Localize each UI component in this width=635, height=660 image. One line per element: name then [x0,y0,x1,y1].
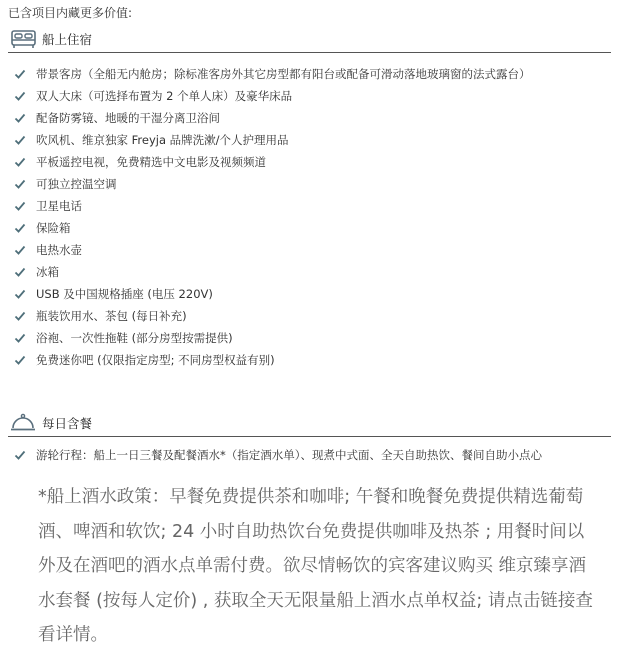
accommodation-header [8,28,611,53]
list-item-text: 可独立控温空调 [36,177,117,191]
list-item-text: 电热水壶 [36,243,82,257]
check-icon [14,222,26,234]
list-item-text: 带景客房（全船无内舱房；除标准客房外其它房型都有阳台或配备可滑动落地玻璃窗的法式露台） [36,67,531,81]
check-icon [14,178,26,190]
intro-text: 已含项目内藏更多价值: [8,6,133,20]
list-item [14,349,531,371]
list-item [14,305,531,327]
list-item-text: 吹风机、维京独家 Freyja 品牌洗漱/个人护理用品 [36,133,289,147]
list-item-text: 瓶装饮用水、茶包 (每日补充) [36,309,187,323]
list-item-text: USB 及中国规格插座 (电压 220V) [36,287,213,301]
list-item [14,129,531,151]
check-icon [14,90,26,102]
check-icon [14,200,26,212]
cloche-icon [10,412,38,434]
check-icon [14,112,26,124]
list-item [14,107,531,129]
beverage-policy-note: *船上酒水政策：早餐免费提供茶和咖啡; 午餐和晚餐免费提供精选葡萄酒、啤酒和软饮; 24 小时自助热饮台免费提供咖啡及热茶 ; 用餐时间以外及在酒吧的酒水点单需付费。欲尽情畅饮的宾客建议购买 维京臻享酒水套餐 (按每人定价) , 获取全天无限量船上酒水点单权益; 请点击链接查看详情。 [38,487,593,645]
check-icon [14,156,26,168]
list-item [14,283,531,305]
accommodation-title: 船上住宿 [42,32,93,47]
list-item [14,444,542,466]
meals-title: 每日含餐 [42,416,93,431]
bed-icon [10,28,38,50]
list-item [14,217,531,239]
list-item-text: 双人大床（可选择布置为 2 个单人床）及豪华床品 [36,89,293,103]
check-icon [14,288,26,300]
list-item-text: 浴袍、一次性拖鞋 (部分房型按需提供) [36,331,233,345]
check-icon [14,449,26,461]
list-item-text: 免费迷你吧 (仅限指定房型; 不同房型权益有别) [36,353,275,367]
check-icon [14,244,26,256]
list-item-text: 保险箱 [36,221,71,235]
list-item [14,151,531,173]
check-icon [14,134,26,146]
check-icon [14,354,26,366]
list-item [14,261,531,283]
list-item [14,173,531,195]
check-icon [14,332,26,344]
list-item-text: 平板遥控电视，免费精选中文电影及视频频道 [36,155,266,169]
list-item [14,63,531,85]
list-item-text: 游轮行程：船上一日三餐及配餐酒水*（指定酒水单）、现煮中式面、全天自助热饮、餐间自助小点心 [36,448,542,462]
meals-header [8,412,611,437]
check-icon [14,310,26,322]
list-item [14,85,531,107]
list-item-text: 配备防雾镜、地暖的干湿分离卫浴间 [36,111,220,125]
list-item-text: 冰箱 [36,265,59,279]
list-item [14,195,531,217]
list-item [14,239,531,261]
meals-list [14,444,542,466]
check-icon [14,266,26,278]
list-item-text: 卫星电话 [36,199,82,213]
accommodation-list [14,63,531,371]
list-item [14,327,531,349]
check-icon [14,68,26,80]
